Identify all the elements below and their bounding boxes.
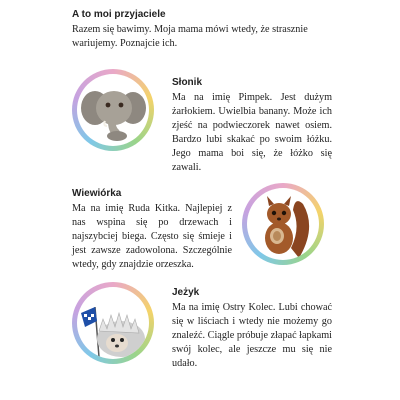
hedgehog-illustration [72, 282, 154, 364]
elephant-icon [77, 74, 149, 146]
friend-name-hedgehog: Jeżyk [172, 287, 200, 298]
friend-text-elephant: Ma na imię Pimpek. Jest dużym żarłokiem. Uwielbia banany. Może ich zjeść na podwieczorek nawet osiem. Bardzo lubi skakać po swoim łóżku. Jego mama boi się, że łóżko się zawali. [172, 92, 332, 173]
friend-text-hedgehog: Ma na imię Ostry Kolec. Lubi chować się w liściach i wtedy nie możemy go znaleźć. Ciągle próbuje złapać łapkami swój kolec, ale jeszcze mu się nie udało. [172, 302, 332, 369]
intro-text: Razem się bawimy. Moja mama mówi wtedy, że strasznie wariujemy. Poznajcie ich. [72, 24, 308, 49]
hedgehog-icon [77, 287, 149, 359]
friend-name-elephant: Słonik [172, 77, 203, 88]
squirrel-illustration [242, 183, 324, 265]
friend-text-squirrel: Ma na imię Ruda Kitka. Najlepiej z nas wspina się po drzewach i najszybciej biega. Często się śmieje i jest zawsze zadowolona. Szczególnie wtedy, gdy znajdzie orzeszka. [72, 203, 232, 270]
friend-name-squirrel: Wiewiórka [72, 188, 122, 199]
elephant-illustration [72, 69, 154, 151]
squirrel-icon [247, 188, 319, 260]
page-title: A to moi przyjaciele [72, 9, 166, 20]
